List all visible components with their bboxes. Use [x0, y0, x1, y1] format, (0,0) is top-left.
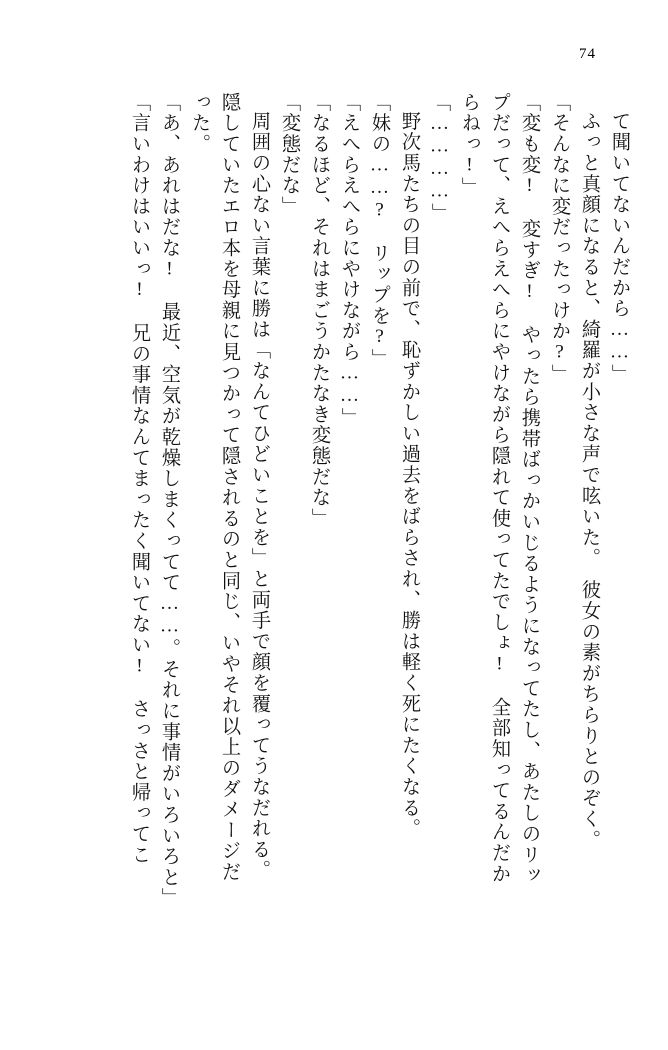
text-line: て聞いてないんだから……」	[609, 111, 630, 385]
text-line: 「あ、あれはだな! 最近、空気が乾燥しまくってて……。それに事情がいろいろと」	[159, 92, 180, 909]
text-line: 「言いわけはいいっ! 兄の事情なんてまったく聞いてない! さっさと帰ってこ	[129, 92, 150, 866]
text-line: 「変態だな」	[279, 92, 300, 217]
text-line: 「…………」	[429, 92, 450, 224]
vertical-text-body	[34, 92, 634, 1007]
text-line: 「えへらえへらにやけながら……」	[339, 92, 360, 429]
text-line: 周囲の心ない言葉に勝は「なんてひどいことを」と両手で顔を覆ってうなだれる。	[249, 111, 270, 881]
text-line: 野次馬たちの目の前で、恥ずかしい過去をばらされ、勝は軽く死にたくなる。	[399, 111, 420, 839]
text-line: らねっ!」	[459, 92, 480, 198]
text-line: 隠していたエロ本を母親に見つかって隠されるのと同じ、いやそれ以上のダメージだ	[219, 92, 240, 883]
text-line: 「妹の……? リップを?」	[369, 92, 390, 370]
text-line: ふっと真顔になると、綺羅が小さな声で呟いた。 彼女の素がちらりとのぞく。	[579, 111, 600, 851]
text-line: プだって、えへらえへらにやけながら隠れて使ってたでしょ! 全部知ってるんだか	[489, 92, 510, 885]
text-line: 「そんなに変だったっけか?」	[549, 92, 570, 385]
text-line: 「変も変! 変すぎ! やったら携帯ばっかいじるようになってたし、あたしのリッ	[519, 92, 540, 886]
text-line: 「なるほど、それはまごうかたなき変態だな」	[309, 92, 330, 529]
page-number: 74	[579, 46, 596, 62]
text-line: った。	[189, 92, 210, 155]
